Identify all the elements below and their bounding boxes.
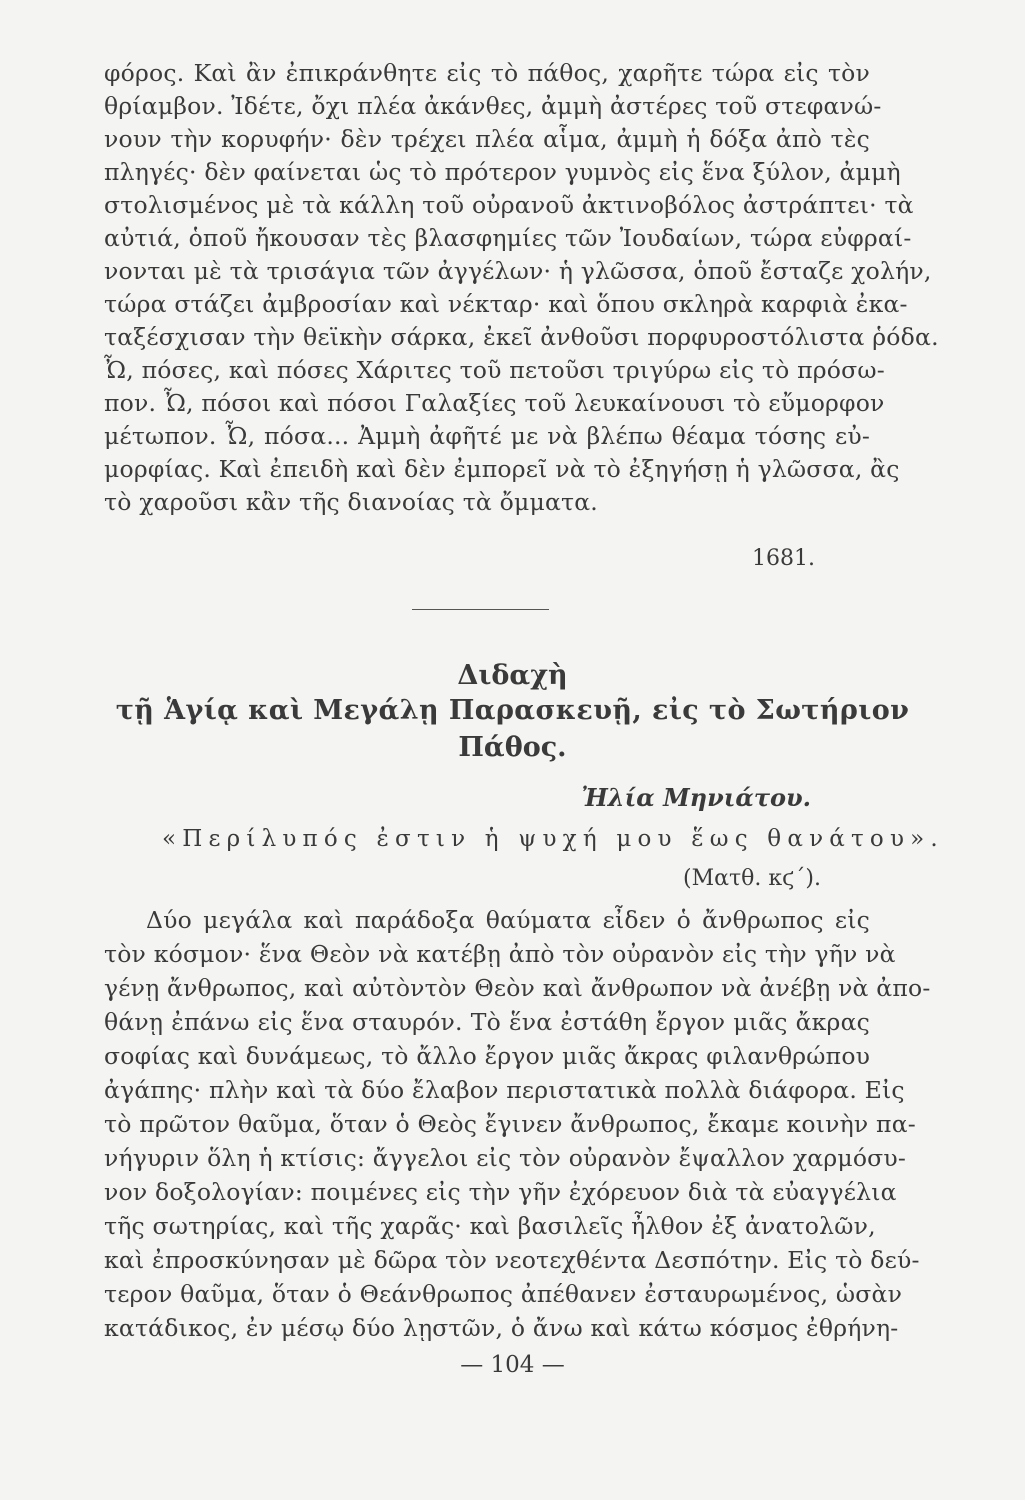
text-line: μέτωπον. Ὦ, πόσα... Ἀμμὴ ἀφῆτέ με νὰ βλέπω θέαμα τόσης εὐ- [104,422,870,450]
text-line: νον δοξολογίαν: ποιμένες εἰς τὴν γῆν ἐχόρευον διὰ τὰ εὐαγγέλια [104,1178,897,1206]
text-line: γένῃ ἄνθρωπος, καὶ αὐτὸντὸν Θεὸν καὶ ἄνθρωπον νὰ ἀνέβῃ νὰ ἀπο- [104,974,931,1002]
text-line: τὸν κόσμον· ἕνα Θεὸν νὰ κατέβῃ ἀπὸ τὸν οὐρανὸν εἰς τὴν γῆν νὰ [104,940,896,968]
text-line: θρίαμβον. Ἰδέτε, ὄχι πλέα ἀκάνθες, ἀμμὴ ἀστέρες τοῦ στεφανώ- [104,92,882,120]
text-line: τώρα στάζει ἀμβροσίαν καὶ νέκταρ· καὶ ὅπου σκληρὰ καρφιὰ ἐκα- [104,290,908,318]
text-line: ἀγάπης· πλὴν καὶ τὰ δύο ἔλαβον περιστατικὰ πολλὰ διάφορα. Εἰς [104,1076,905,1104]
text-line: πον. Ὦ, πόσοι καὶ πόσοι Γαλαξίες τοῦ λευκαίνουσι τὸ εὔμορφον [104,389,885,417]
text-line: τὸ πρῶτον θαῦμα, ὅταν ὁ Θεὸς ἔγινεν ἄνθρωπος, ἔκαμε κοινὴν πα- [104,1110,916,1138]
text-line: νονται μὲ τὰ τρισάγια τῶν ἀγγέλων· ἡ γλῶσσα, ὁποῦ ἔσταζε χολήν, [104,257,932,285]
sermon-title: Διδαχὴ [457,660,568,691]
epigraph: «Περίλυπός ἐστιν ἡ ψυχή μου ἕως θανάτου». [162,826,944,852]
text-line: νουν τὴν κορυφήν· δὲν τρέχει πλέα αἷμα, ἀμμὴ ἡ δόξα ἀπὸ τὲς [104,125,870,153]
text-line: αὐτιά, ὁποῦ ἤκουσαν τὲς βλασφημίες τῶν Ἰουδαίων, τώρα εὐφραί- [104,224,912,252]
text-line: καὶ ἐπροσκύνησαν μὲ δῶρα τὸν νεοτεχθέντα Δεσπότην. Εἰς τὸ δεύ- [104,1246,920,1274]
text-line: τῆς σωτηρίας, καὶ τῆς χαρᾶς· καὶ βασιλεῖς ἦλθον ἐξ ἀνατολῶν, [104,1212,876,1240]
epigraph-reference: (Ματθ. κϛ΄). [682,866,821,891]
sermon-subtitle: τῇ Ἁγίᾳ καὶ Μεγάλῃ Παρασκευῇ, εἰς τὸ Σωτήριον [115,695,910,726]
text-line: φόρος. Καὶ ἂν ἐπικράνθητε εἰς τὸ πάθος, χαρῆτε τώρα εἰς τὸν [104,59,870,87]
section-divider [412,609,549,610]
text-line: ταξέσχισαν τὴν θεϊκὴν σάρκα, ἐκεῖ ἀνθοῦσι πορφυροστόλιστα ῥόδα. [104,323,939,351]
text-line: τερον θαῦμα, ὅταν ὁ Θεάνθρωπος ἀπέθανεν ἐσταυρωμένος, ὡσὰν [104,1280,903,1308]
page-number: — 104 — [460,1352,565,1378]
text-line: κατάδικος, ἐν μέσῳ δύο λῃστῶν, ὁ ἄνω καὶ κάτω κόσμος ἐθρήνη- [104,1314,899,1342]
text-line: νήγυριν ὅλη ἡ κτίσις: ἄγγελοι εἰς τὸν οὐρανὸν ἔψαλλον χαρμόσυ- [104,1144,907,1172]
text-line: Ὦ, πόσες, καὶ πόσες Χάριτες τοῦ πετοῦσι τριγύρω εἰς τὸ πρόσω- [104,356,885,384]
text-line: πληγές· δὲν φαίνεται ὡς τὸ πρότερον γυμνὸς εἰς ἕνα ξύλον, ἀμμὴ [104,158,901,186]
year-mark: 1681. [752,546,815,571]
author-name: Ἠλία Μηνιάτου. [581,783,811,812]
text-line: Δύο μεγάλα καὶ παράδοξα θαύματα εἶδεν ὁ ἄνθρωπος εἰς [146,906,870,934]
text-line: στολισμένος μὲ τὰ κάλλη τοῦ οὐρανοῦ ἀκτινοβόλος ἀστράπτει· τὰ [104,191,914,219]
sermon-subtitle-end: Πάθος. [458,732,567,763]
text-line: μορφίας. Καὶ ἐπειδὴ καὶ δὲν ἐμπορεῖ νὰ τὸ ἐξηγήσῃ ἡ γλῶσσα, ἂς [104,455,900,483]
text-line: τὸ χαροῦσι κἂν τῆς διανοίας τὰ ὄμματα. [104,488,598,516]
text-line: σοφίας καὶ δυνάμεως, τὸ ἄλλο ἔργον μιᾶς ἄκρας φιλανθρώπου [104,1042,871,1070]
text-line: θάνῃ ἐπάνω εἰς ἕνα σταυρόν. Τὸ ἕνα ἐστάθη ἔργον μιᾶς ἄκρας [104,1008,870,1036]
